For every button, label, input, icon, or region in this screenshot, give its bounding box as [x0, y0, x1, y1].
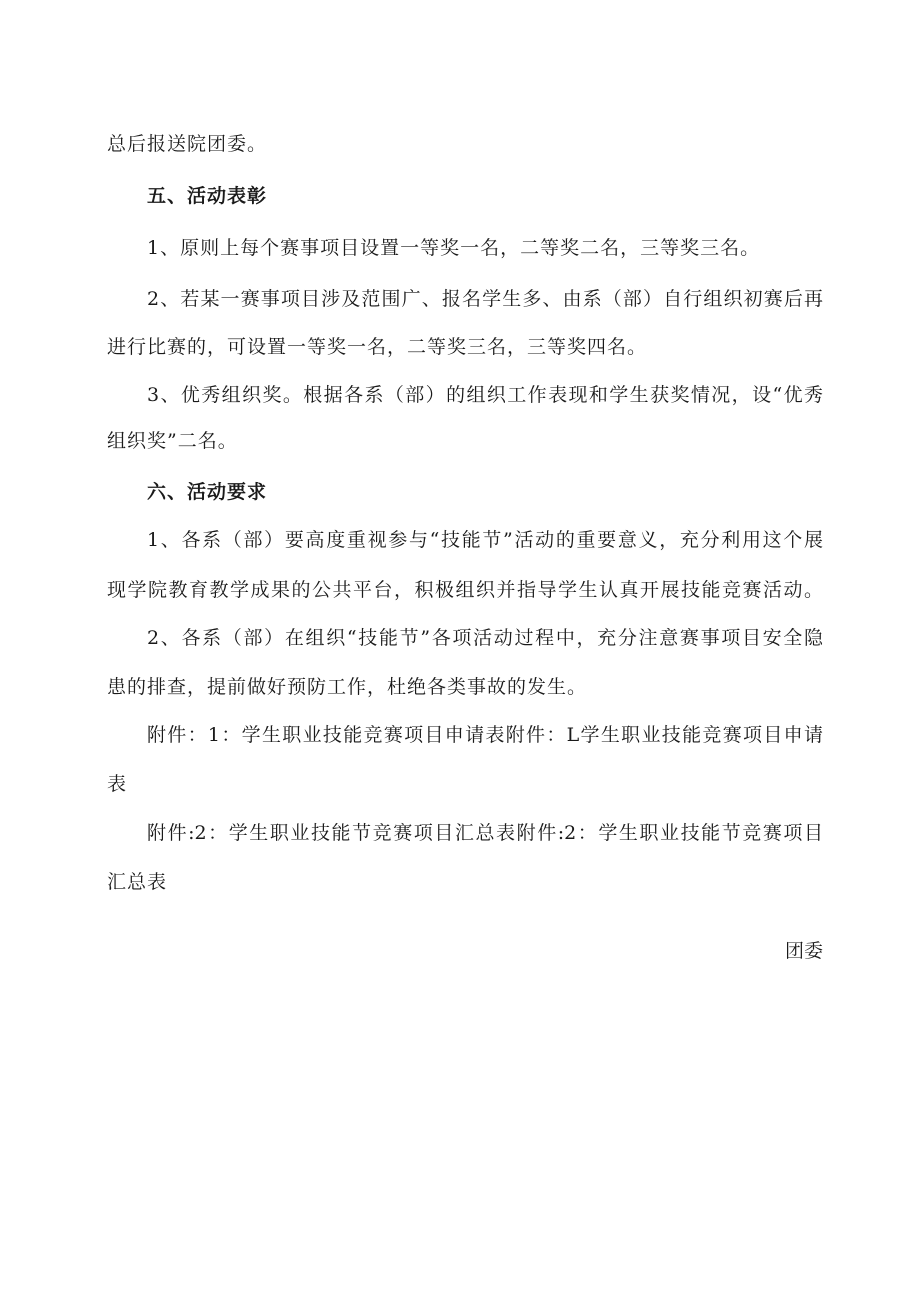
attachment-1-line-2: 表	[107, 773, 128, 795]
section-5-heading: 五、活动表彰	[147, 185, 268, 207]
attachment-2-line-2: 汇总表	[107, 871, 168, 893]
continuation-text: 总后报送院团委。	[107, 133, 268, 155]
attachment-2-line-1: 附件:2：学生职业技能节竞赛项目汇总表附件:2：学生职业技能节竞赛项目	[147, 822, 823, 844]
section-5-item-1: 1、原则上每个赛事项目设置一等奖一名，二等奖二名，三等奖三名。	[147, 237, 761, 259]
section-6-item-2-line-1: 2、各系（部）在组织“技能节”各项活动过程中，充分注意赛事项目安全隐	[147, 627, 823, 649]
section-5-item-2-line-2: 进行比赛的，可设置一等奖一名，二等奖三名，三等奖四名。	[107, 336, 648, 358]
section-6-item-2-line-2: 患的排查，提前做好预防工作，杜绝各类事故的发生。	[107, 676, 588, 698]
attachment-1-line-1: 附件：1：学生职业技能竞赛项目申请表附件：L学生职业技能竞赛项目申请	[147, 724, 823, 746]
section-5-item-3-line-1: 3、优秀组织奖。根据各系（部）的组织工作表现和学生获奖情况，设“优秀	[147, 384, 823, 406]
section-6-item-1-line-1: 1、各系（部）要高度重视参与“技能节”活动的重要意义，充分利用这个展	[147, 529, 823, 551]
section-5-item-3-line-2: 组织奖”二名。	[107, 430, 238, 452]
signature-text: 团委	[784, 940, 823, 962]
section-5-item-2-line-1: 2、若某一赛事项目涉及范围广、报名学生多、由系（部）自行组织初赛后再	[147, 288, 823, 310]
section-6-heading: 六、活动要求	[147, 481, 268, 503]
section-6-item-1-line-2: 现学院教育教学成果的公共平台，积极组织并指导学生认真开展技能竞赛活动。	[107, 579, 823, 601]
